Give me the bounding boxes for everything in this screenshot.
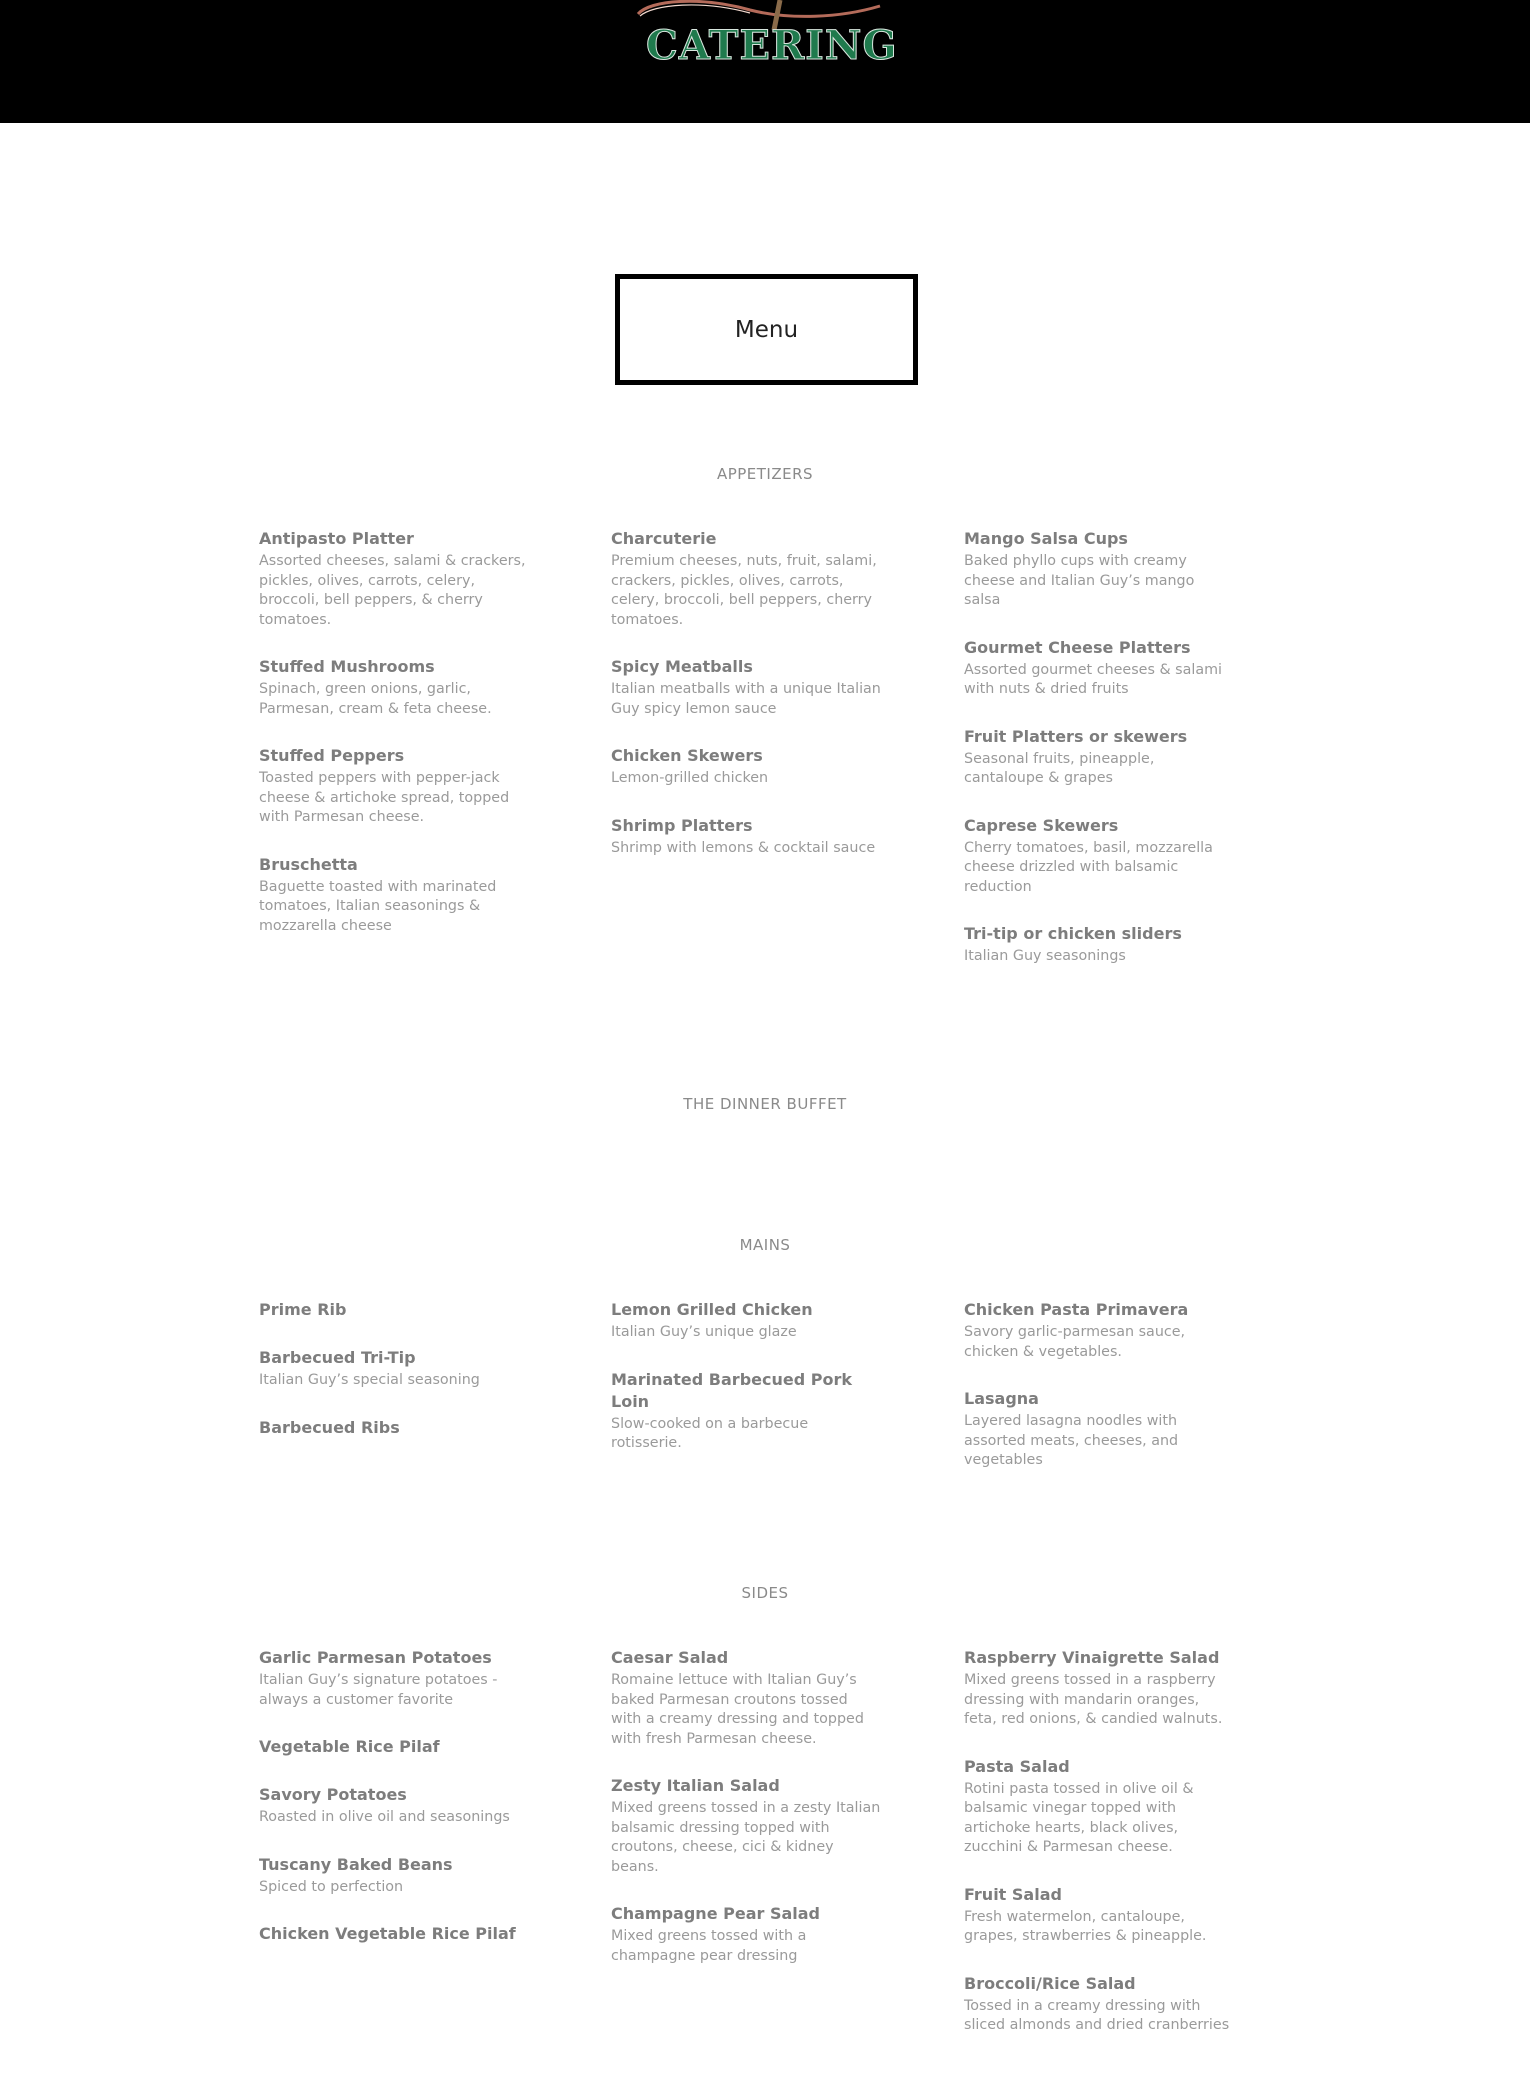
item-name: Antipasto Platter — [259, 529, 414, 548]
item-name: Barbecued Tri-Tip — [259, 1348, 416, 1367]
menu-item — [964, 1973, 1234, 2036]
appetizers-column-3 — [964, 528, 1234, 993]
menu-item — [259, 1854, 529, 1898]
menu-item — [964, 1884, 1234, 1947]
item-name: Garlic Parmesan Potatoes — [259, 1648, 492, 1667]
section-title-appetizers: APPETIZERS — [716, 465, 814, 483]
item-description: Cherry tomatoes, basil, mozzarella cheese drizzled with balsamic reduction — [964, 839, 1213, 895]
mains-column-3 — [964, 1299, 1234, 1497]
menu-item — [611, 1775, 881, 1877]
menu-item — [259, 1923, 529, 1945]
item-name: Caesar Salad — [611, 1648, 729, 1667]
menu-item — [611, 745, 881, 789]
logo-text: CATERING — [646, 22, 898, 69]
item-description: Savory garlic-parmesan sauce, chicken & vegetables. — [964, 1324, 1186, 1360]
item-name: Raspberry Vinaigrette Salad — [964, 1648, 1220, 1667]
item-name: Champagne Pear Salad — [611, 1904, 821, 1923]
item-description: Italian Guy seasonings — [964, 948, 1126, 964]
menu-item — [611, 815, 881, 859]
item-name: Broccoli/Rice Salad — [964, 1973, 1136, 1993]
item-description: Italian Guy’s signature potatoes - always a customer favorite — [259, 1672, 498, 1708]
item-name: Tri-tip or chicken sliders — [964, 924, 1182, 943]
item-description: Baguette toasted with marinated tomatoes, Italian seasonings & mozzarella cheese — [259, 878, 497, 934]
item-name: Stuffed Mushrooms — [259, 657, 435, 676]
item-name: Spicy Meatballs — [611, 657, 753, 676]
sides-column-1 — [259, 1647, 529, 1971]
item-name: Marinated Barbecued Pork Loin — [611, 1369, 852, 1411]
menu-item — [964, 1756, 1234, 1858]
item-description: Mixed greens tossed in a raspberry dressing with mandarin oranges, feta, red onions, & candied walnuts. — [964, 1672, 1223, 1727]
sides-column-3 — [964, 1647, 1234, 2062]
appetizers-column-2 — [611, 528, 881, 884]
item-description: Rotini pasta tossed in olive oil & balsamic vinegar topped with artichoke hearts, black olives, zucchini & Parmesan cheese. — [964, 1780, 1194, 1855]
item-description: Italian Guy’s special seasoning — [259, 1372, 480, 1388]
item-name: Charcuterie — [611, 529, 717, 548]
menu-item — [964, 1647, 1234, 1730]
item-name: Savory Potatoes — [259, 1785, 407, 1804]
item-name: Vegetable Rice Pilaf — [259, 1737, 440, 1756]
item-name: Pasta Salad — [964, 1756, 1070, 1776]
item-name: Barbecued Ribs — [259, 1417, 400, 1437]
appetizers-column-1 — [259, 528, 529, 962]
menu-item — [964, 815, 1234, 898]
item-description: Spinach, green onions, garlic, Parmesan, cream & feta cheese. — [259, 681, 492, 717]
menu-item — [259, 1417, 529, 1439]
item-name: Caprese Skewers — [964, 815, 1119, 835]
item-description: Assorted gourmet cheeses & salami with nuts & dried fruits — [964, 661, 1222, 697]
item-name: Prime Rib — [259, 1300, 347, 1319]
menu-item — [611, 1299, 881, 1343]
item-description: Spiced to perfection — [259, 1878, 404, 1895]
item-name: Chicken Skewers — [611, 746, 763, 765]
item-name: Fruit Salad — [964, 1884, 1062, 1904]
item-description: Shrimp with lemons & cocktail sauce — [611, 839, 876, 856]
item-name: Fruit Platters or skewers — [964, 726, 1188, 746]
menu-item — [611, 1903, 881, 1966]
menu-item — [964, 637, 1234, 700]
item-name: Lasagna — [964, 1389, 1039, 1408]
item-name: Chicken Pasta Primavera — [964, 1300, 1189, 1319]
item-description: Italian meatballs with a unique Italian Guy spicy lemon sauce — [611, 681, 881, 717]
item-name: Lemon Grilled Chicken — [611, 1300, 813, 1319]
menu-item — [259, 1647, 529, 1710]
item-description: Tossed in a creamy dressing with sliced almonds and dried cranberries — [964, 1997, 1230, 2033]
item-description: Assorted cheeses, salami & crackers, pickles, olives, carrots, celery, broccoli, bell peppers, & cherry tomatoes. — [259, 553, 526, 628]
item-description: Toasted peppers with pepper-jack cheese & artichoke spread, topped with Parmesan cheese. — [259, 770, 510, 825]
item-name: Stuffed Peppers — [259, 746, 405, 765]
mains-column-2 — [611, 1299, 881, 1480]
menu-item — [259, 1347, 529, 1391]
menu-item — [964, 528, 1234, 611]
section-title-mains: MAINS — [739, 1236, 791, 1254]
menu-item — [259, 854, 529, 937]
item-name: Zesty Italian Salad — [611, 1776, 780, 1795]
item-description: Slow-cooked on a barbecue rotisserie. — [611, 1415, 809, 1451]
item-name: Tuscany Baked Beans — [259, 1854, 453, 1874]
item-description: Roasted in olive oil and seasonings — [259, 1809, 510, 1825]
item-name: Bruschetta — [259, 854, 358, 874]
menu-item — [611, 1369, 881, 1454]
menu-item — [964, 726, 1234, 789]
item-name: Mango Salsa Cups — [964, 529, 1128, 548]
menu-item — [964, 1299, 1234, 1362]
menu-item — [964, 923, 1234, 967]
menu-item — [259, 656, 529, 719]
item-description: Seasonal fruits, pineapple, cantaloupe & grapes — [964, 750, 1155, 786]
menu-item — [611, 656, 881, 719]
item-description: Italian Guy’s unique glaze — [611, 1324, 797, 1340]
item-description: Premium cheeses, nuts, fruit, salami, crackers, pickles, olives, carrots, celery, broccoli, bell peppers, cherry tomatoes. — [611, 553, 877, 628]
menu-button[interactable] — [615, 274, 918, 385]
item-description: Romaine lettuce with Italian Guy’s baked Parmesan croutons tossed with a creamy dressing and topped with fresh Parmesan cheese. — [611, 1672, 864, 1747]
section-title-sides: SIDES — [741, 1584, 789, 1602]
item-description: Lemon-grilled chicken — [611, 770, 769, 786]
menu-item — [259, 1736, 529, 1758]
section-title-dinner-buffet: THE DINNER BUFFET — [683, 1095, 847, 1113]
menu-item — [611, 528, 881, 630]
mains-column-1 — [259, 1299, 529, 1465]
item-description: Mixed greens tossed with a champagne pear dressing — [611, 1928, 807, 1964]
menu-item — [259, 745, 529, 828]
menu-item — [259, 528, 529, 630]
item-description: Baked phyllo cups with creamy cheese and Italian Guy’s mango salsa — [964, 553, 1195, 608]
menu-item — [259, 1299, 529, 1321]
sides-column-2 — [611, 1647, 881, 1992]
menu-item — [964, 1388, 1234, 1471]
item-name: Gourmet Cheese Platters — [964, 637, 1191, 657]
menu-item — [611, 1647, 881, 1749]
item-name: Shrimp Platters — [611, 815, 753, 835]
item-name: Chicken Vegetable Rice Pilaf — [259, 1924, 516, 1943]
item-description: Layered lasagna noodles with assorted meats, cheeses, and vegetables — [964, 1413, 1179, 1468]
item-description: Mixed greens tossed in a zesty Italian balsamic dressing topped with croutons, cheese, cici & kidney beans. — [611, 1800, 881, 1875]
menu-button-label: Menu — [734, 316, 799, 343]
site-header — [0, 0, 1530, 123]
item-description: Fresh watermelon, cantaloupe, grapes, strawberries & pineapple. — [964, 1908, 1207, 1944]
menu-item — [259, 1784, 529, 1828]
